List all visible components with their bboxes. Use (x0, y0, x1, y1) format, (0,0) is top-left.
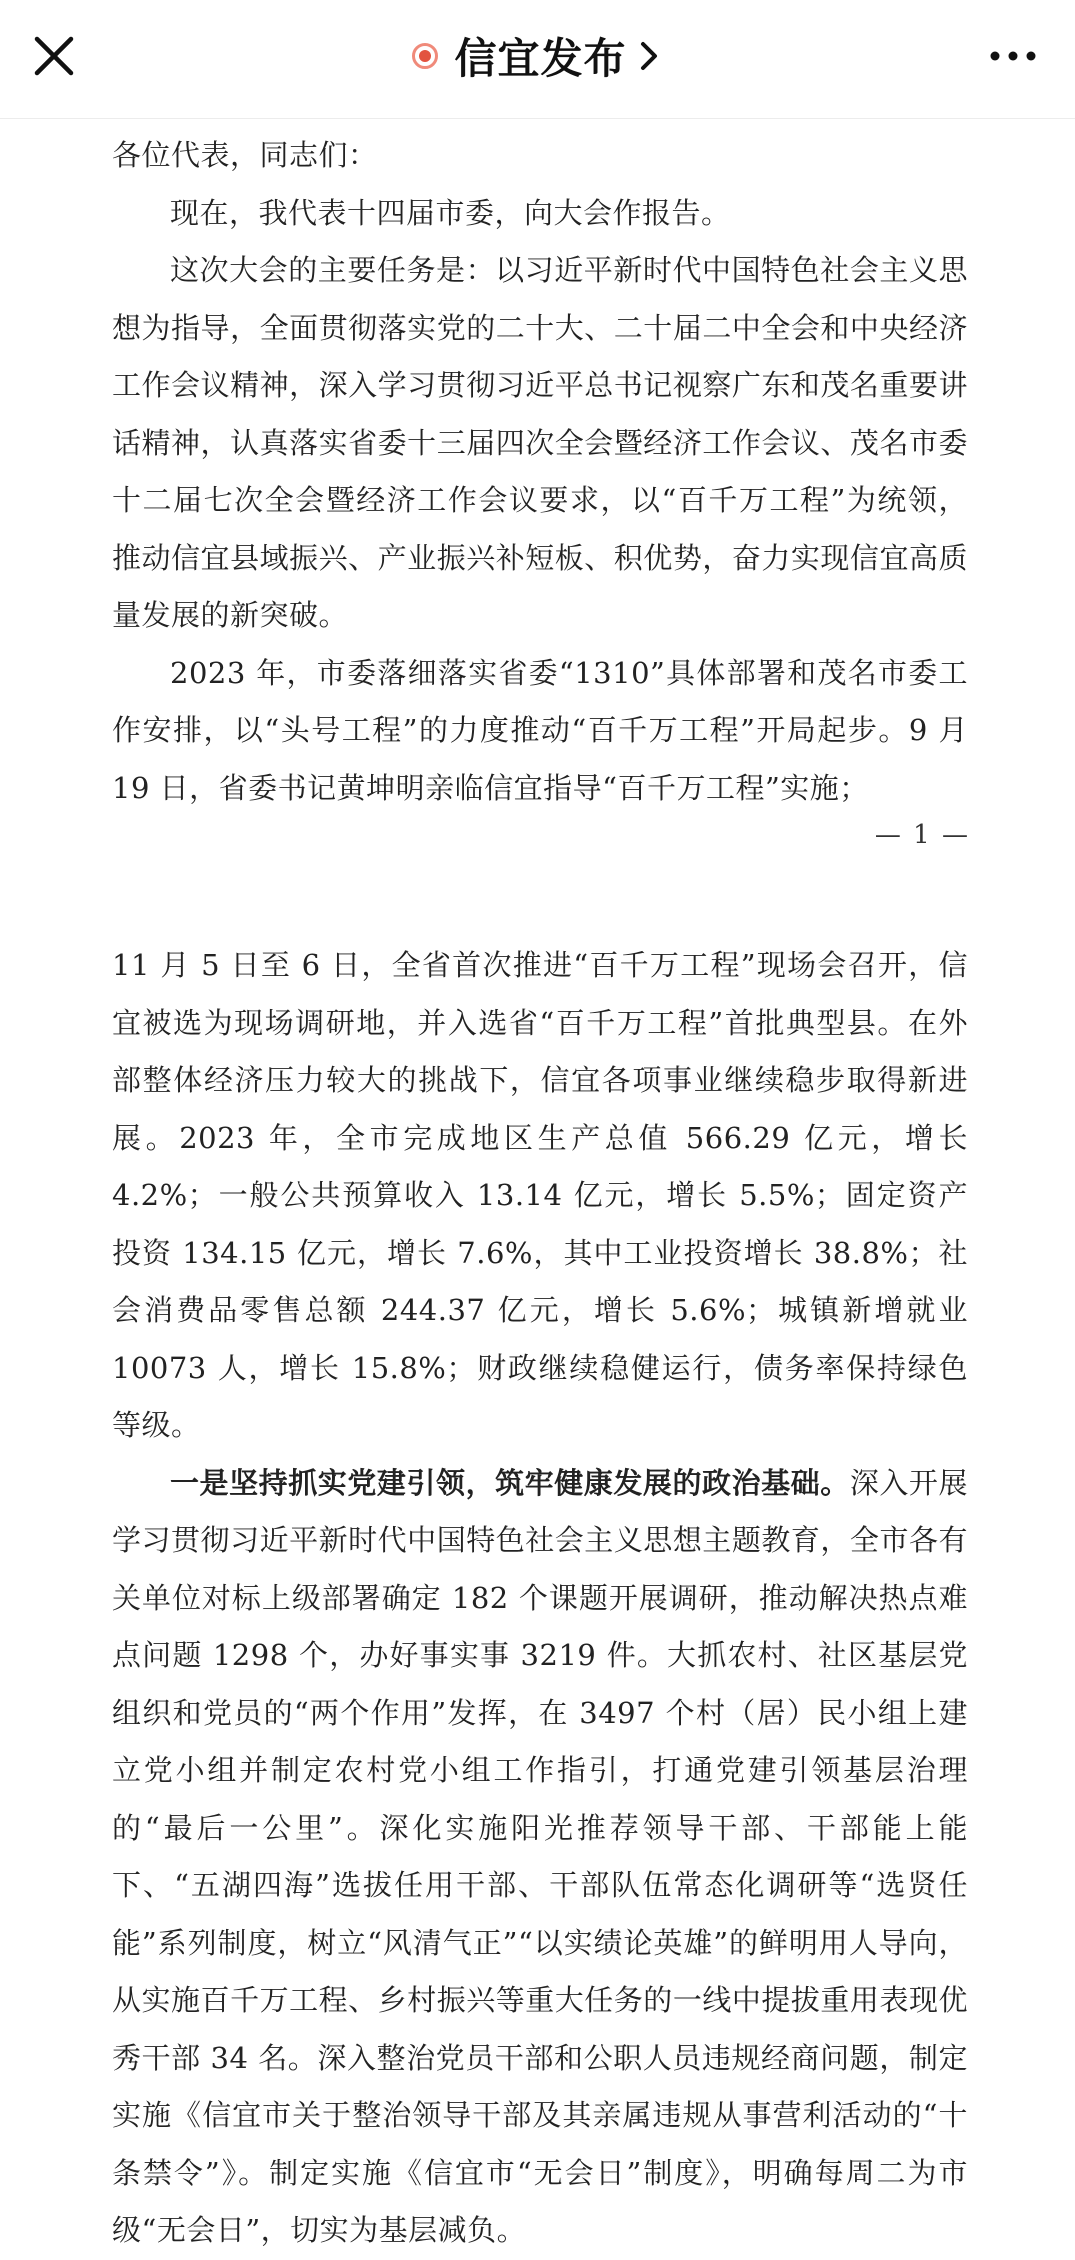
paragraph: 11 月 5 日至 6 日，全省首次推进“百千万工程”现场会召开，信宜被选为现场调研地，并入选省“百千万工程”首批典型县。在外部整体经济压力较大的挑战下，信宜各项事业继续稳步取得新进展。2023 年，全市完成地区生产总值 566.29 亿元，增长 4.2%；一般公共预算收入 13.14 亿元，增长 5.5%；固定资产投资 134.15 亿元，增长 7.6%，其中工业投资增长 38.8%；社会消费品零售总额 244.37 亿元，增长 5.6%；城镇新增就业 10073 人，增长 15.8%；财政继续稳健运行，债务率保持绿色等级。 (112, 948, 968, 1442)
top-navigation-bar (0, 0, 1075, 119)
live-dot-icon (412, 43, 438, 69)
more-options-button[interactable] (985, 38, 1041, 74)
page-title: 信宜发布 (454, 34, 627, 83)
article-content (0, 118, 1075, 2247)
salutation: 各位代表，同志们： (112, 138, 378, 172)
more-icon (985, 38, 1041, 74)
chevron-right-icon (637, 36, 663, 76)
paragraph: 现在，我代表十四届市委，向大会作报告。 (170, 195, 731, 230)
document-page-2 (112, 937, 968, 2260)
paragraph-lead: 一是坚持抓实党建引领，筑牢健康发展的政治基础。 (170, 1465, 850, 1500)
paragraph-body: 深入开展学习贯彻习近平新时代中国特色社会主义思想主题教育，全市各有关单位对标上级部署确定 182 个课题开展调研，推动解决热点难点问题 1298 个，办好事实事 3219 件。大抓农村、社区基层党组织和党员的“两个作用”发挥，在 3497 个村（居）民小组上建立党小组并制定农村党小组工作指引，打通党建引领基层治理的“最后一公里”。深化实施阳光推荐领导干部、干部能上能下、“五湖四海”选拔任用干部、干部队伍常态化调研等“选贤任能”系列制度，树立“风清气正”“以实绩论英雄”的鲜明用人导向，从实施百千万工程、乡村振兴等重大任务的一线中提拔重用表现优秀干部 34 名。深入整治党员干部和公职人员违规经商问题，制定实施《信宜市关于整治领导干部及其亲属违规从事营利活动的“十条禁令”》。制定实施《信宜市“无会日”制度》，明确每周二为市级“无会日”，切实为基层减负。 (112, 1465, 968, 2247)
account-title-link[interactable] (0, 24, 1075, 88)
page-number: — 1 — (874, 820, 970, 850)
paragraph: 2023 年，市委落细落实省委“1310”具体部署和茂名市委工作安排，以“头号工程”的力度推动“百千万工程”开局起步。9 月 19 日，省委书记黄坤明亲临信宜指导“百千万工程”实施； (112, 655, 968, 805)
live-dot-center (419, 50, 431, 62)
document-page-1 (112, 127, 968, 817)
paragraph: 这次大会的主要任务是：以习近平新时代中国特色社会主义思想为指导，全面贯彻落实党的二十大、二十届二中全会和中央经济工作会议精神，深入学习贯彻习近平总书记视察广东和茂名重要讲话精神，认真落实省委十三届四次全会暨经济工作会议、茂名市委十二届七次全会暨经济工作会议要求，以“百千万工程”为统领，推动信宜县域振兴、产业振兴补短板、积优势，奋力实现信宜高质量发展的新突破。 (112, 253, 968, 632)
paragraph (112, 1455, 968, 2260)
